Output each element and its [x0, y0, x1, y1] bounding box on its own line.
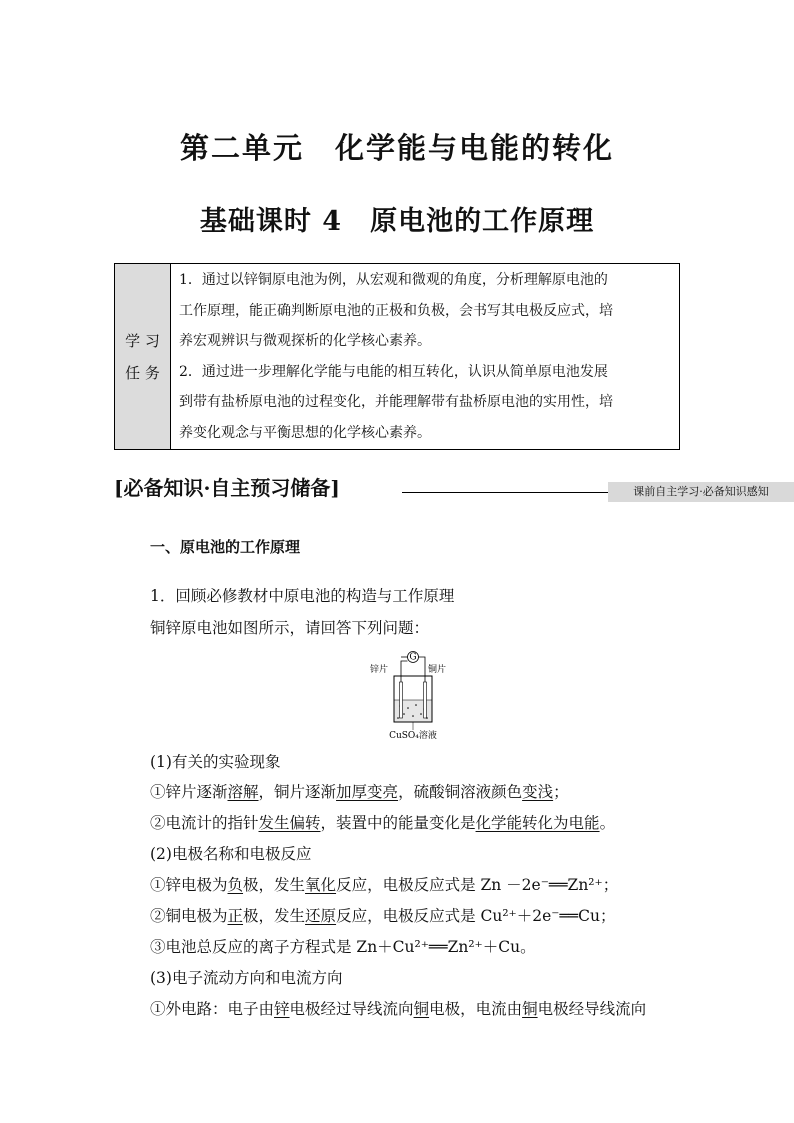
- sub1-line1: ①锌片逐渐溶解，铜片逐渐加厚变亮，硫酸铜溶液颜色变浅；: [150, 783, 569, 801]
- sub1-line2: ②电流计的指针发生偏转，装置中的能量变化是化学能转化为电能。: [150, 814, 616, 832]
- learning-tasks-table: [114, 263, 680, 450]
- question-1-intro: 铜锌原电池如图所示，请回答下列问题：: [150, 619, 430, 637]
- sub1-heading: (1)有关的实验现象: [150, 753, 281, 771]
- task-line: 养变化观念与平衡思想的化学核心素养。: [179, 424, 431, 441]
- answer-blank: 还原: [305, 907, 337, 925]
- zinc-plate: [400, 682, 403, 718]
- galvanic-cell-diagram: [368, 650, 458, 742]
- label-top: 学 习: [125, 331, 160, 350]
- task-line: 养宏观辨识与微观探析的化学核心素养。: [179, 333, 431, 349]
- section-tag: 课前自主学习·必备知识感知: [608, 482, 794, 502]
- task-line: 2．通过进一步理解化学能与电能的相互转化，认识从简单原电池发展: [179, 363, 608, 380]
- answer-blank: 溶解: [227, 783, 259, 801]
- lesson-title: 基础课时 4 原电池的工作原理: [199, 206, 595, 237]
- answer-blank: 变浅: [522, 783, 554, 801]
- answer-blank: 化学能转化为电能: [475, 814, 600, 832]
- sub2-line2: ②铜电极为正极，发生还原反应，电极反应式是 Cu²⁺＋2e⁻══Cu；: [150, 907, 616, 925]
- answer-blank: 正: [227, 907, 244, 925]
- section-header: [114, 474, 794, 502]
- galvanometer-label: G: [409, 652, 417, 663]
- sub3-heading: (3)电子流动方向和电流方向: [150, 969, 343, 987]
- solution-label: CuSO₄溶液: [389, 731, 437, 741]
- learning-tasks-body: [171, 264, 679, 449]
- sub2-heading: (2)电极名称和电极反应: [150, 845, 312, 863]
- task-line: 1．通过以锌铜原电池为例，从宏观和微观的角度，分析理解原电池的: [179, 272, 608, 288]
- question-1: 1．回顾必修教材中原电池的构造与工作原理: [150, 587, 455, 605]
- section-divider: [402, 492, 608, 493]
- sub3-line1: ①外电路：电子由锌电极经过导线流向铜电极，电流由铜电极经导线流向: [150, 1000, 647, 1018]
- sub2-line1: ①锌电极为负极，发生氧化反应，电极反应式是 Zn －2e⁻══Zn²⁺；: [150, 876, 619, 894]
- answer-blank: 氧化: [305, 876, 337, 894]
- answer-blank: 发生偏转: [258, 814, 321, 832]
- learning-tasks-label: [115, 264, 171, 449]
- heading-one: 一、原电池的工作原理: [150, 538, 301, 556]
- answer-blank: 锌: [274, 1000, 290, 1018]
- section-title: [必备知识·自主预习储备]: [114, 476, 340, 500]
- sub2-line3: ③电池总反应的离子方程式是 Zn＋Cu²⁺══Zn²⁺＋Cu。: [150, 938, 536, 956]
- task-line: 到带有盐桥原电池的过程变化，并能理解带有盐桥原电池的实用性，培: [179, 394, 613, 410]
- copper-label: 铜片: [428, 665, 447, 675]
- answer-blank: 铜: [413, 1000, 430, 1018]
- task-line: 工作原理，能正确判断原电池的正极和负极，会书写其电极反应式，培: [179, 302, 613, 319]
- unit-title: 第二单元 化学能与电能的转化: [179, 131, 614, 165]
- answer-blank: 加厚变亮: [336, 783, 399, 801]
- zinc-label: 锌片: [370, 665, 389, 675]
- label-bottom: 任 务: [125, 363, 160, 382]
- copper-plate: [424, 682, 427, 718]
- answer-blank: 负: [227, 876, 244, 894]
- answer-blank: 铜: [522, 1000, 538, 1018]
